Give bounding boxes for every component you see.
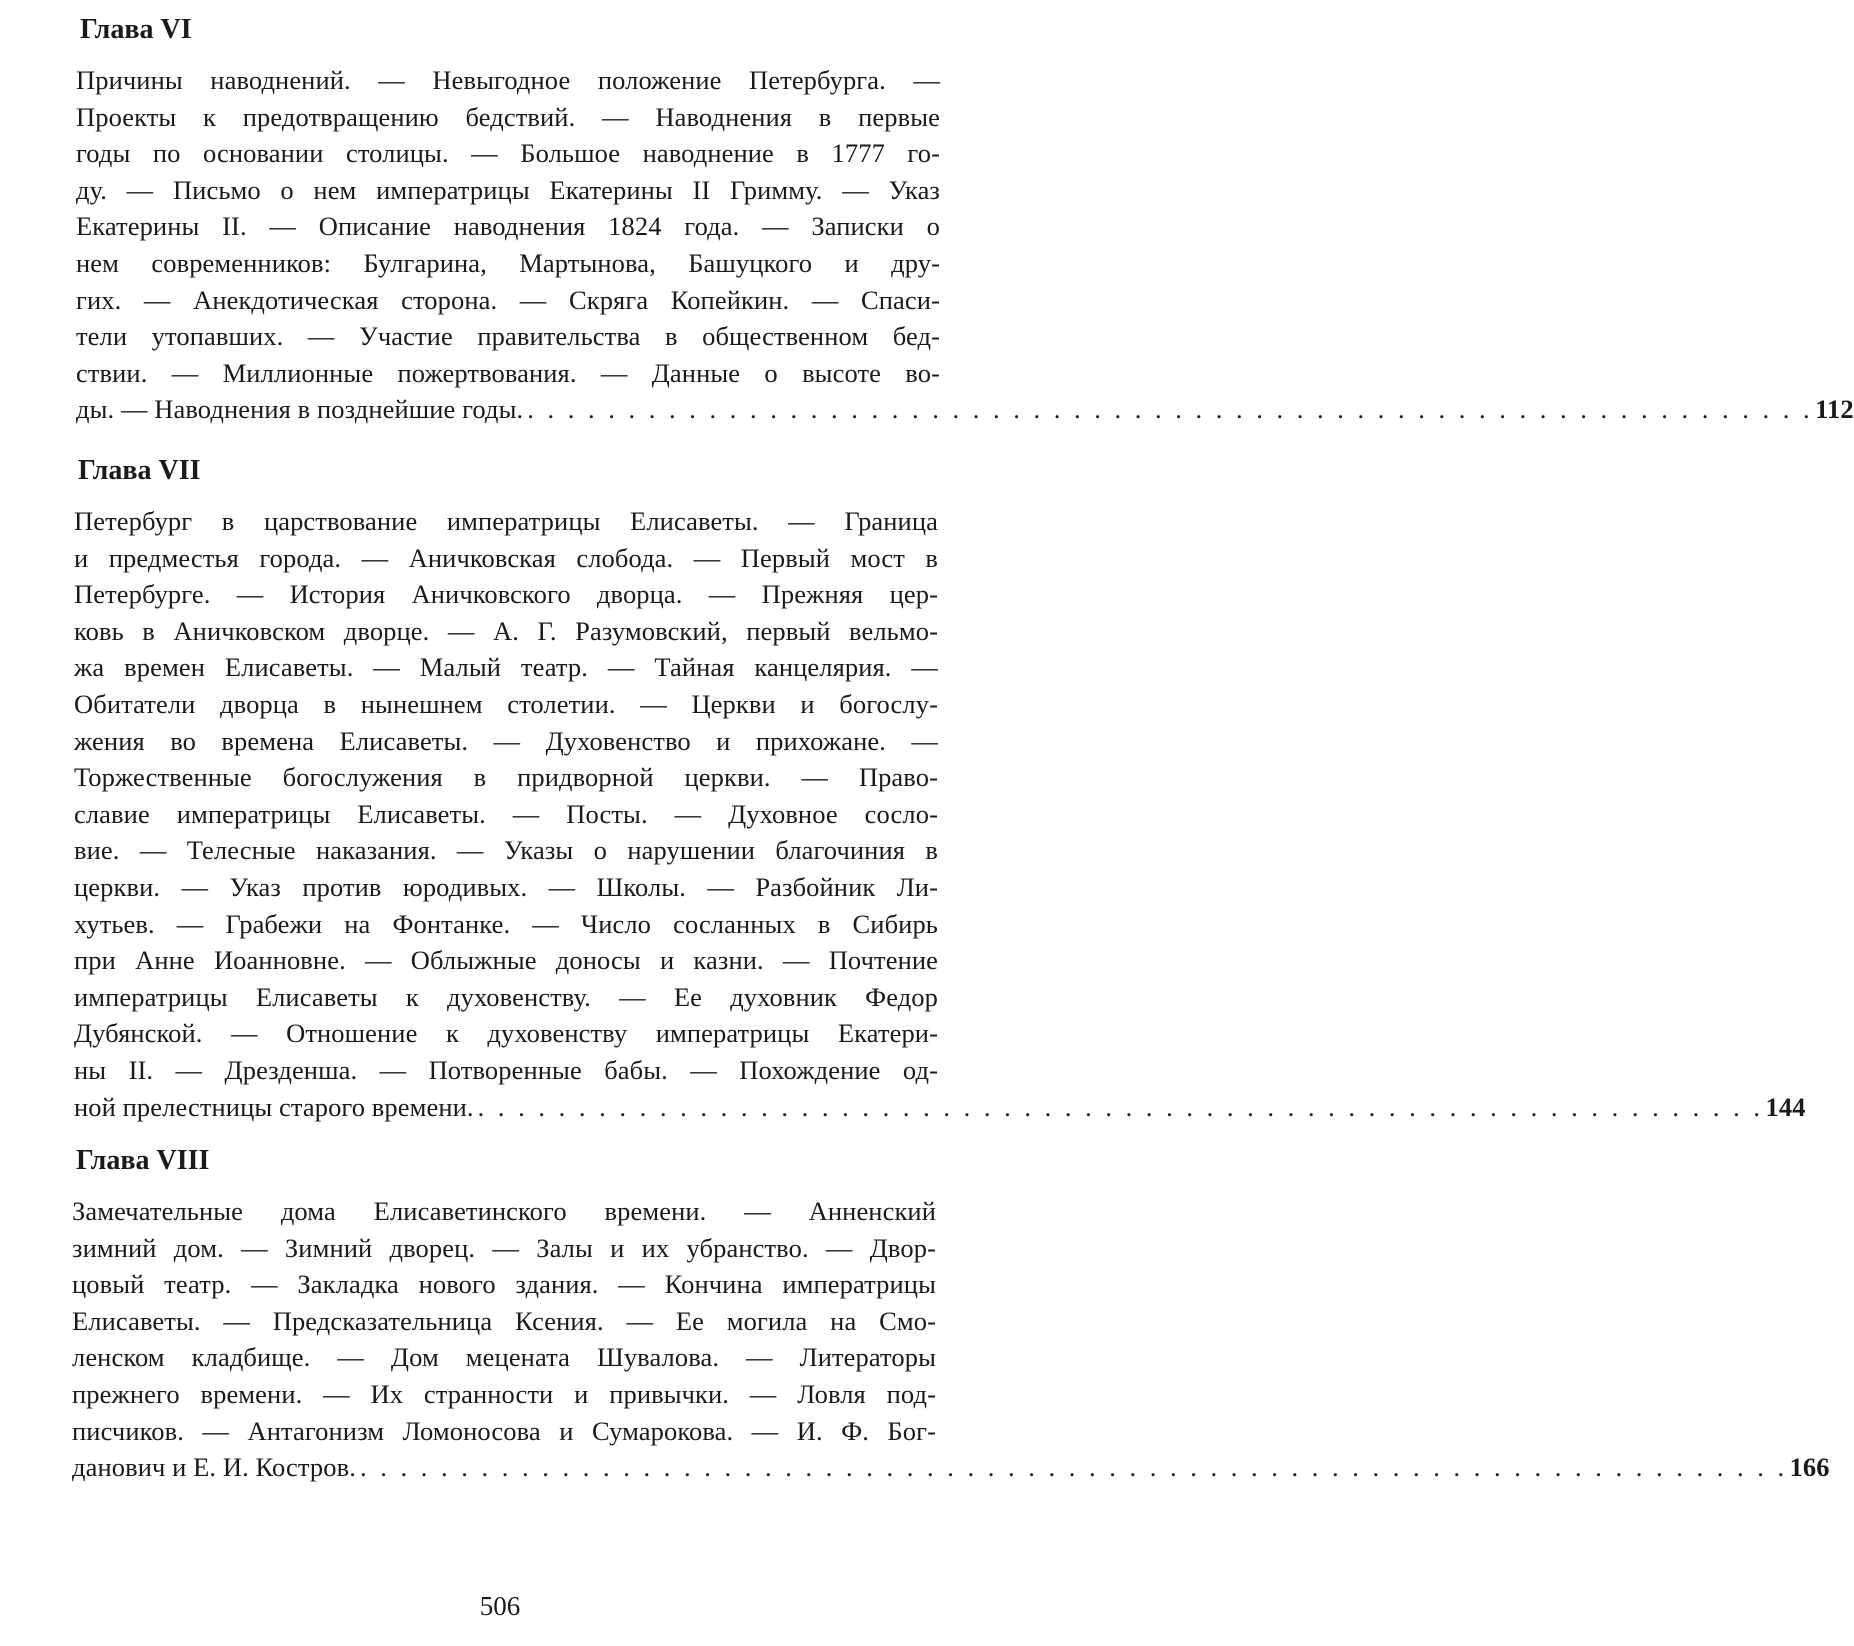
summary-last-line: ды. — Наводнения в позднейшие годы. [76, 394, 524, 425]
dot-leader: . . . . . . . . . . . . . . . . . . . . . . . . . . . . . . . . . . . . . . . . . . . . . . . . . . . . . . . . . . . . . . . . [527, 394, 1814, 425]
summary-line: Причины наводнений. — Невыгодное положение Петербурга. — [76, 65, 940, 95]
page-number: 506 [479, 1591, 521, 1621]
summary-line: при Анне Иоанновне. — Облыжные доносы и казни. — Почтение [74, 945, 938, 976]
chapter-summary [72, 1193, 1830, 1486]
summary-line: Торжественные богослужения в придворной церкви. — Право- [74, 762, 938, 793]
summary-line: ствии. — Миллионные пожертвования. — Данные о высоте во- [76, 357, 940, 388]
summary-line: императрицы Елисаветы к духовенству. — Ее духовник Федор [74, 981, 938, 1012]
summary-line: Петербурге. — История Аничковского дворца. — Прежняя цер- [74, 579, 938, 610]
summary-line: славие императрицы Елисаветы. — Посты. — Духовное сосло- [74, 798, 938, 829]
chapter-page-number: 166 [1789, 1452, 1830, 1483]
chapter-vi [76, 14, 1854, 428]
summary-line: годы по основании столицы. — Большое наводнение в 1777 го- [76, 138, 940, 169]
summary-line: вие. — Телесные наказания. — Указы о нарушении благочиния в [74, 835, 938, 866]
chapter-viii [72, 1145, 1830, 1486]
dot-leader: . . . . . . . . . . . . . . . . . . . . . . . . . . . . . . . . . . . . . . . . . . . . . . . . . . . . . . . . . . . . . . . . . . . . . . . [359, 1452, 1788, 1483]
summary-last-line: ной прелестницы старого времени. [74, 1091, 474, 1122]
summary-line: писчиков. — Антагонизм Ломоносова и Сумарокова. — И. Ф. Бог- [72, 1415, 936, 1446]
chapter-title: Глава VII [78, 455, 201, 486]
summary-line: и предместья города. — Аничковская слобода. — Первый мост в [74, 542, 938, 573]
toc-entry-line [76, 391, 1854, 428]
chapter-page-number: 112 [1815, 394, 1854, 425]
summary-line: Замечательные дома Елисаветинского времени. — Анненский [72, 1196, 936, 1226]
summary-line: прежнего времени. — Их странности и привычки. — Ловля под- [72, 1378, 936, 1409]
chapter-title: Глава VI [80, 14, 192, 45]
toc-entry-line [74, 1089, 1806, 1126]
summary-line: Дубянской. — Отношение к духовенству императрицы Екатери- [74, 1018, 938, 1049]
summary-line: зимний дом. — Зимний дворец. — Залы и их убранство. — Двор- [72, 1232, 936, 1263]
summary-line: Елисаветы. — Предсказательница Ксения. — Ее могила на Смо- [72, 1305, 936, 1336]
summary-line: жа времен Елисаветы. — Малый театр. — Тайная канцелярия. — [74, 652, 938, 683]
summary-last-line: данович и Е. И. Костров. [72, 1452, 356, 1483]
summary-line: нем современников: Булгарина, Мартынова, Башуцкого и дру- [76, 247, 940, 278]
summary-line: ковь в Аничковском дворце. — А. Г. Разумовский, первый вельмо- [74, 615, 938, 646]
toc-entry-line [72, 1449, 1830, 1486]
summary-line: ленском кладбище. — Дом мецената Шувалова. — Литераторы [72, 1342, 936, 1373]
chapter-vii [74, 455, 1806, 1125]
summary-line: гих. — Анекдотическая сторона. — Скряга Копейкин. — Спаси- [76, 284, 940, 315]
chapter-page-number: 144 [1765, 1091, 1806, 1122]
summary-line: жения во времена Елисаветы. — Духовенство и прихожане. — [74, 725, 938, 756]
summary-line: цовый театр. — Закладка нового здания. — Кончина императрицы [72, 1269, 936, 1300]
summary-line: ны II. — Дрезденша. — Потворенные бабы. — Похождение од- [74, 1054, 938, 1085]
summary-line: Обитатели дворца в нынешнем столетии. — Церкви и богослу- [74, 688, 938, 719]
summary-line: Проекты к предотвращению бедствий. — Наводнения в первые [76, 101, 940, 132]
summary-line: Екатерины II. — Описание наводнения 1824 года. — Записки о [76, 211, 940, 242]
summary-line: тели утопавших. — Участие правительства в общественном бед- [76, 321, 940, 352]
summary-line: Петербург в царствование императрицы Елисаветы. — Граница [74, 506, 938, 536]
summary-line: церкви. — Указ против юродивых. — Школы. — Разбойник Ли- [74, 871, 938, 902]
dot-leader: . . . . . . . . . . . . . . . . . . . . . . . . . . . . . . . . . . . . . . . . . . . . . . . . . . . . . . . . . . . . . . . . [477, 1091, 1764, 1122]
summary-line: хутьев. — Грабежи на Фонтанке. — Число сосланных в Сибирь [74, 908, 938, 939]
chapter-summary [76, 62, 1854, 428]
chapter-summary [74, 503, 1806, 1125]
summary-line: ду. — Письмо о нем императрицы Екатерины II Гримму. — Указ [76, 174, 940, 205]
chapter-title: Глава VIII [76, 1145, 210, 1176]
